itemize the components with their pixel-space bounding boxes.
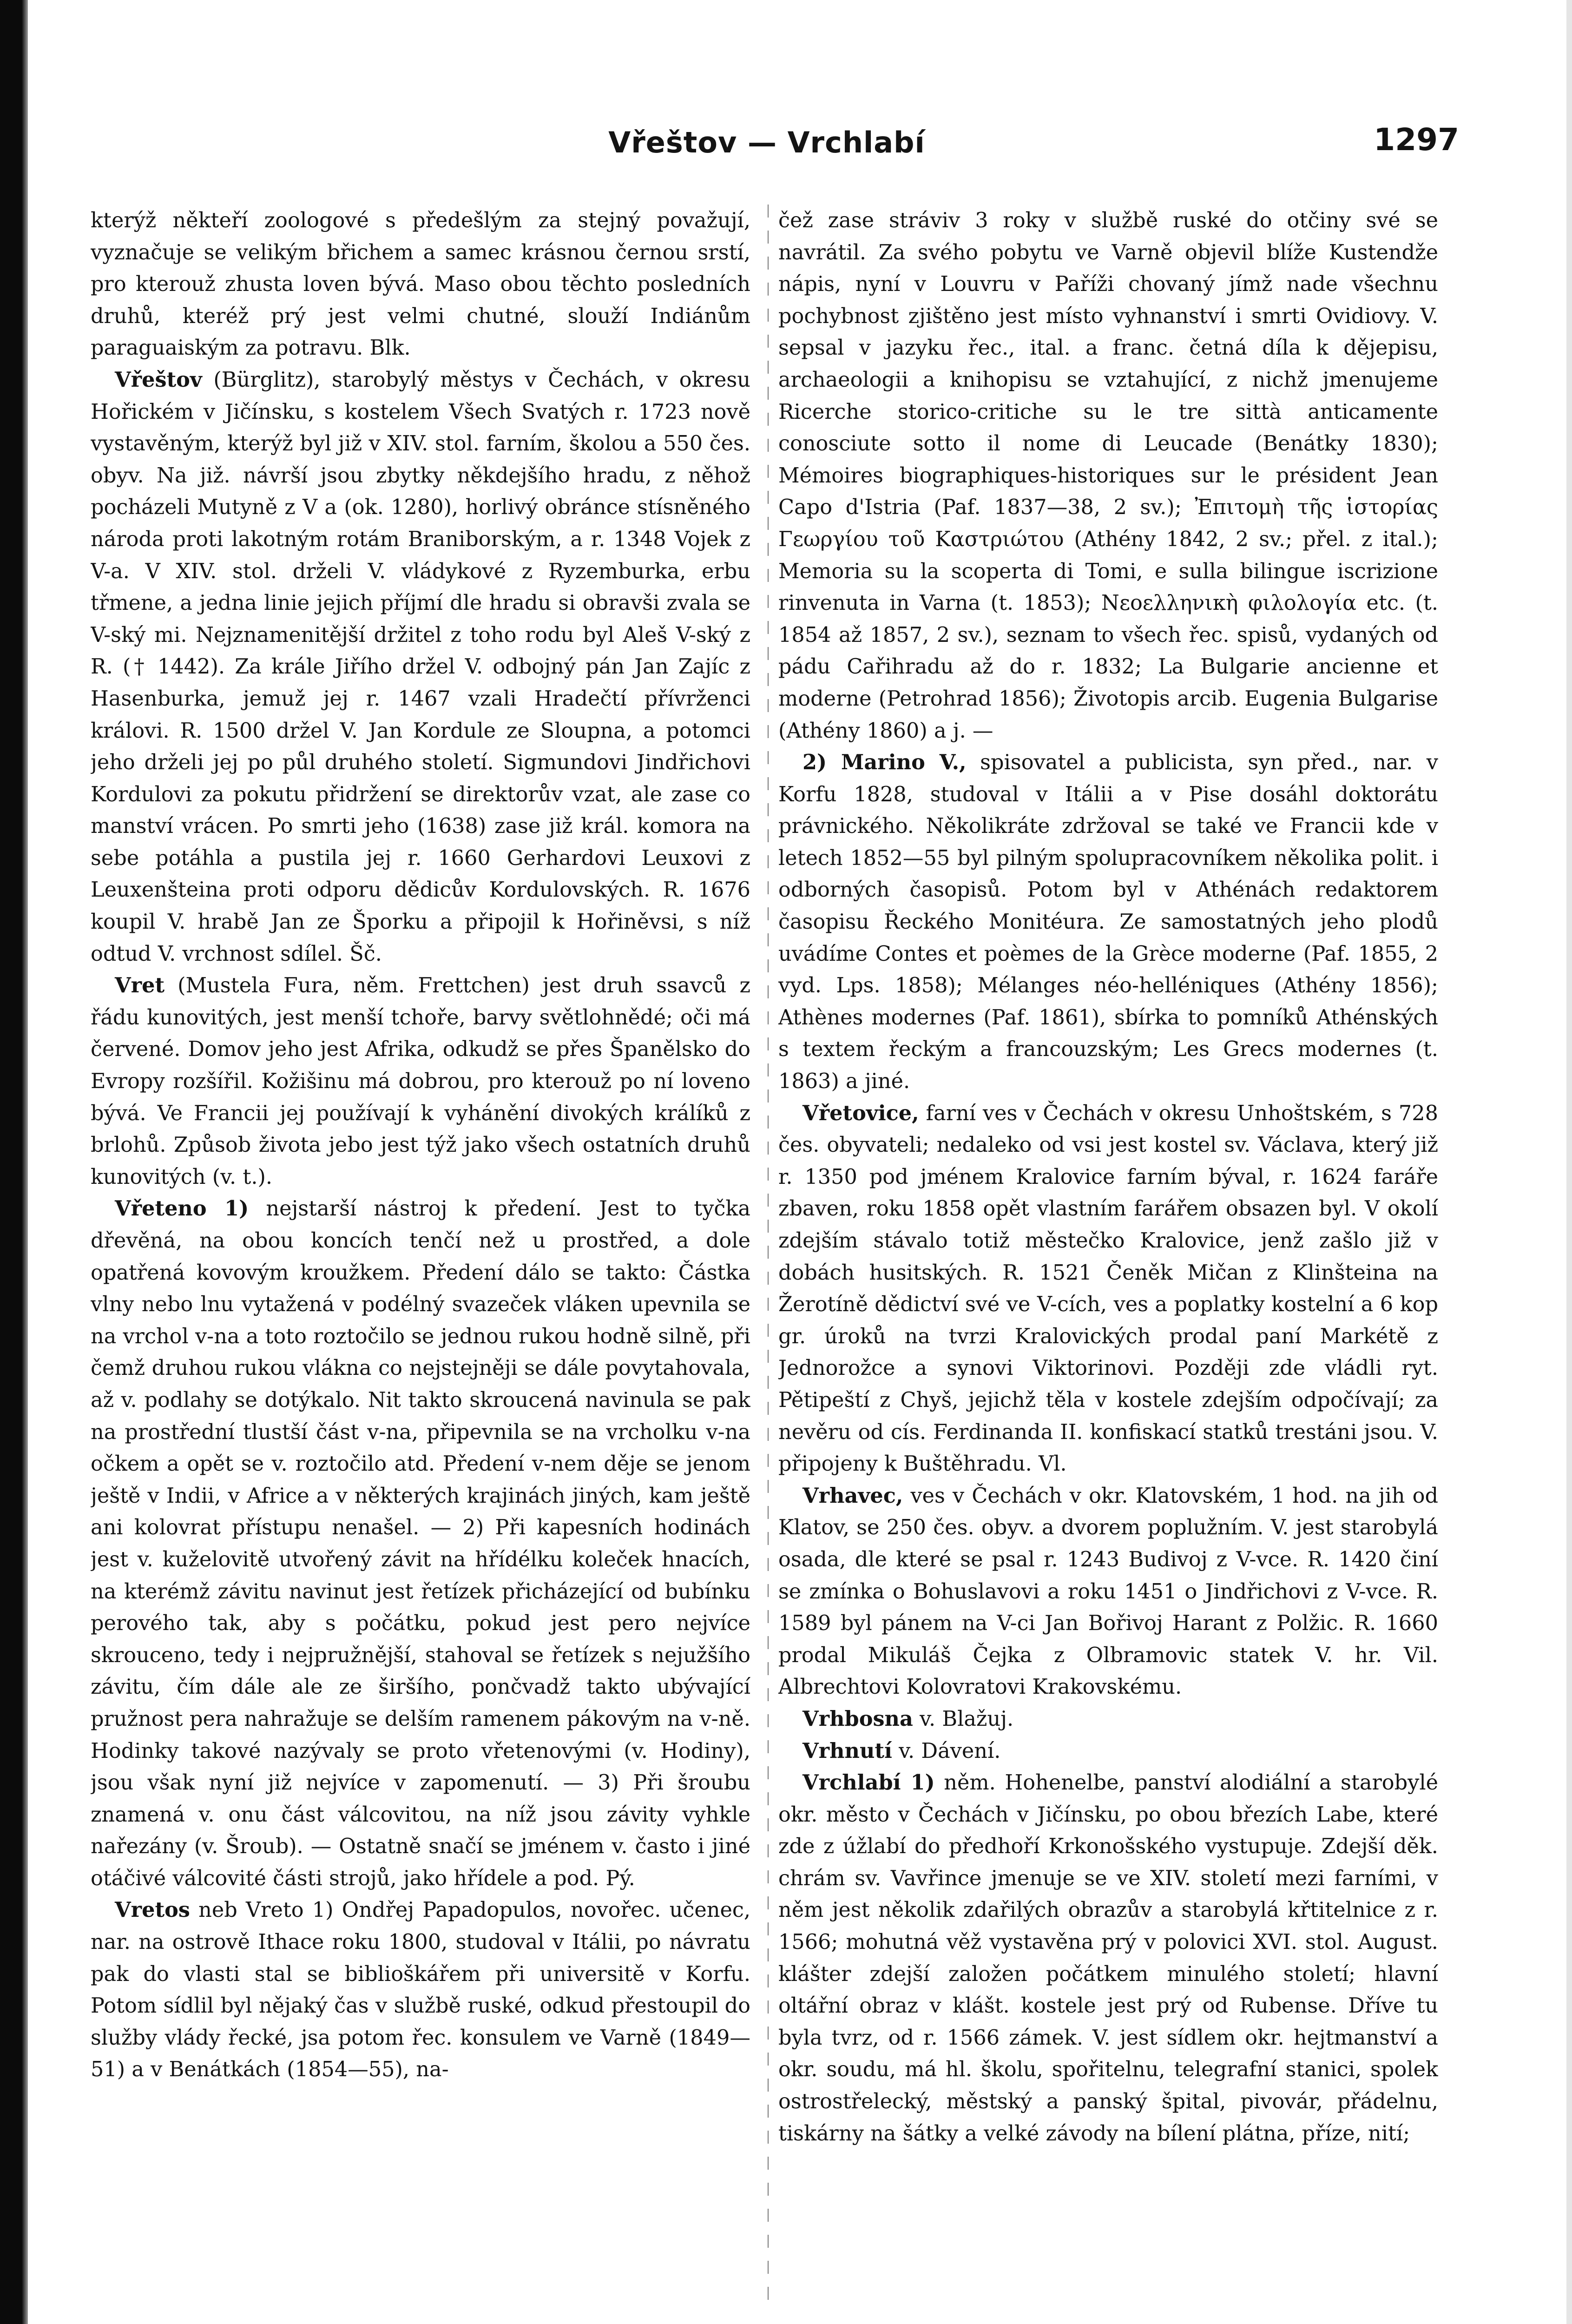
entry-text: neb Vreto 1) Ondřej Papadopulos, novořec. učenec, nar. na ostrově Ithace roku 1800, studoval v Itálii, po návratu pak do vlasti stal se biblioškářem při universitě v Korfu. Potom sídlil byl nějaký čas v službě ruské, odkud přestoupil do služby vlády řecké, jsa potom řec. konsulem ve Varně (1849—51) a v Benátkách (1854—55), na- bbox=[91, 1898, 750, 2082]
page-title: Vřeštov — Vrchlabí bbox=[608, 125, 925, 159]
entry-headword: Vrhnutí bbox=[802, 1738, 892, 1763]
encyclopedia-entry bbox=[91, 205, 750, 364]
entry-headword: Vřeštov bbox=[115, 367, 202, 392]
encyclopedia-entry bbox=[91, 970, 750, 1193]
encyclopedia-entry bbox=[778, 1767, 1438, 2149]
entry-text: farní ves v Čechách v okresu Unhoštském, s 728 čes. obyvateli; nedaleko od vsi jest kostel sv. Václava, který již r. 1350 pod jménem Kralovice farním býval, r. 1624 faráře zbaven, roku 1858 opět vlastním farářem obsazen byl. V okolí zdejším stávalo totiž městečko Kralovice, jenž zašlo již v dobách husitských. R. 1521 Čeněk Mičan z Klinšteina na Žerotíně dědictví své ve V-cích, ves a poplatky kostelní a 6 kop gr. úroků na tvrzi Kralovických prodal paní Markétě z Jednorožce a synovi Viktorinovi. Později zde vládli ryt. Pětipeští z Chyš, jejichž těla v kostele zdejším odpočívají; za nevěru od cís. Ferdinanda II. konfiskací statků trestáni jsou. V. připojeny k Buštěhradu. Vl. bbox=[778, 1101, 1438, 1476]
entry-text: (Mustela Fura, něm. Frettchen) jest druh ssavců z řádu kunovitých, jest menší tchoře, barvy světlohnědé; oči má červené. Domov jeho jest Afrika, odkudž se přes Španělsko do Evropy rozšířil. Kožišinu má dobrou, pro kterouž po ní loveno bývá. Ve Francii jej používají k vyhánění divokých králíků z brlohů. Způsob života jebo jest týž jako všech ostatních druhů kunovitých (v. t.). bbox=[91, 973, 750, 1189]
entry-headword: Vrhavec, bbox=[802, 1483, 903, 1508]
entry-text: něm. Hohenelbe, panství alodiální a starobylé okr. město v Čechách v Jičínsku, po obou březích Labe, které zde z úžlabí do předhoří Krkonošského vystupuje. Zdejší děk. chrám sv. Vavřince jmenuje se ve XIV. století mezi farními, v něm jest několik zdařilých obrazův a starobylá křtitelnice z r. 1566; mohutná věž vystavěna prý v polovici XVI. stol. August. klášter zdejší založen počátkem minulého století; hlavní oltářní obraz v klášt. kostele jest prý od Rubense. Dříve tu byla tvrz, od r. 1566 zámek. V. jest sídlem okr. hejtmanství a okr. soudu, má hl. školu, spořitelnu, telegrafní stanici, spolek ostrostřelecký, městský a panský špital, pivovár, přádelnu, tiskárny na šátky a velké závody na bílení plátna, příze, nití; bbox=[778, 1770, 1438, 2146]
column-divider bbox=[768, 205, 769, 2305]
encyclopedia-entry bbox=[91, 1193, 750, 1894]
entry-headword: 2) Marino V., bbox=[802, 750, 967, 775]
entry-text: spisovatel a publicista, syn před., nar. v Korfu 1828, studoval v Itálii a v Pise dosáhl doktorátu právnického. Několikráte zdržoval se také ve Francii kde v letech 1852—55 byl pilným spolupracovníkem několika polit. i odborných časopisů. Potom byl v Athénách redaktorem časopisu Řeckého Monitéura. Ze samostatných jeho plodů uvádíme Contes et poèmes de la Grèce moderne (Paf. 1855, 2 vyd. Lps. 1858); Mélanges néo-helléniques (Athény 1856); Athènes modernes (Paf. 1861), sbírka to pomníků Athénských s textem řeckým a francouzským; Les Grecs modernes (t. 1863) a jiné. bbox=[778, 750, 1438, 1094]
entry-text: v. Dávení. bbox=[899, 1738, 1001, 1763]
entry-text: kterýž někteří zoologové s předešlým za stejný považují, vyznačuje se velikým břichem a samec krásnou černou srstí, pro kterouž zhusta loven bývá. Maso obou těchto posledních druhů, kteréž prý jest velmi chutné, slouží Indiánům paraguaiským za potravu. Blk. bbox=[91, 208, 750, 360]
entry-headword: Vret bbox=[115, 973, 165, 998]
encyclopedia-entry bbox=[91, 1894, 750, 2086]
entry-headword: Vrhbosna bbox=[802, 1706, 913, 1731]
entry-text: v. Blažuj. bbox=[920, 1706, 1014, 1731]
entry-headword: Vrchlabí 1) bbox=[802, 1770, 935, 1795]
encyclopedia-entry bbox=[778, 1703, 1438, 1735]
encyclopedia-entry bbox=[778, 205, 1438, 746]
encyclopedia-entry bbox=[778, 1735, 1438, 1767]
encyclopedia-entry bbox=[778, 1097, 1438, 1480]
scan-light-edge bbox=[1566, 0, 1572, 2324]
entry-headword: Vretos bbox=[115, 1897, 190, 1922]
encyclopedia-entry bbox=[778, 746, 1438, 1097]
entry-text: ves v Čechách v okr. Klatovském, 1 hod. na jih od Klatov, se 250 čes. obyv. a dvorem poplužním. V. jest starobylá osada, dle které se psal r. 1243 Budivoj z V-vce. R. 1420 činí se zmínka o Bohuslavovi a roku 1451 o Jindřichovi z V-vce. R. 1589 byl pánem na V-ci Jan Bořivoj Harant z Polžic. R. 1660 prodal Mikuláš Čejka z Olbramovic statek V. hr. Vil. Albrechtovi Kolovratovi Krakovskému. bbox=[778, 1483, 1438, 1699]
entry-text: nejstarší nástroj k předení. Jest to tyčka dřevěná, na obou koncích tenčí než u prostřed, a dole opatřená kovovým kroužkem. Předení dálo se takto: Částka vlny nebo lnu vytažená v podélný svazeček vláken upevnila se na vrchol v-na a toto roztočilo se jednou rukou hodně silně, při čemž druhou rukou vlákna co nejstejněji se dále povytahovala, až v. podlahy se dotýkalo. Nit takto skroucená navinula se pak na prostřední tlustší část v-na, připevnila se na vrcholku v-na očkem a opět se v. roztočilo atd. Předení v-nem děje se jenom ještě v Indii, v Africe a v některých krajinách jiných, kam ještě ani kolovrat přístupu nenašel. — 2) Při kapesních hodinách jest v. kuželovitě utvořený závit na hřídélku koleček hnacích, na kterémž závitu navinut jest řetízek přicházející od bubínku perového tak, aby s počátku, pokud jest pero nejvíce skrouceno, tedy i nejpružnější, stahoval se řetízek s nejužšího závitu, čím dále ale ze širšího, pončvadž takto ubývající pružnost pera nahražuje se delším ramenem pákovým na v-ně. Hodinky takové nazývaly se proto vřetenovými (v. Hodiny), jsou však nyní již nejvíce v zapomenutí. — 3) Při šroubu znamená v. onu část válcovitou, na níž jsou závity vyhkle nařezány (v. Šroub). — Ostatně snačí se jménem v. často i jiné otáčivé válcovité části strojů, jako hřídele a pod. Pý. bbox=[91, 1196, 750, 1890]
entry-headword: Vřetovice, bbox=[802, 1100, 919, 1125]
right-column bbox=[778, 205, 1438, 2305]
encyclopedia-entry bbox=[91, 364, 750, 970]
entry-text: čež zase stráviv 3 roky v službě ruské do otčiny své se navrátil. Za svého pobytu ve Varně objevil blíže Kustendže nápis, nyní v Louvru v Paříži chovaný jímž nade všechnu pochybnost zjištěno jest místo vyhnanství i smrti Ovidiovy. V. sepsal v jazyku řec., ital. a franc. četná díla k dějepisu, archaeologii a knihopisu se vztahující, z nichž jmenujeme Ricerche storico-critiche su le tre sittà anticamente conosciute sotto il nome di Leucade (Benátky 1830); Mémoires biographiques-historiques sur le président Jean Capo d'Istria (Paf. 1837—38, 2 sv.); Ἐπιτομὴ τῆς ἱστορίας Γεωργίου τοῦ Καστριώτου (Athény 1842, 2 sv.; přel. z ital.); Memoria su la scoperta di Tomi, e sulla bilingue iscrizione rinvenuta in Varna (t. 1853); Νεοελληνικὴ φιλολογία etc. (t. 1854 až 1857, 2 sv.), seznam to všech řec. spisů, vydaných od pádu Cařihradu až do r. 1832; La Bulgarie ancienne et moderne (Petrohrad 1856); Životopis arcib. Eugenia Bulgarise (Athény 1860) a j. — bbox=[778, 208, 1438, 743]
entry-text: (Bürglitz), starobylý městys v Čechách, v okresu Hořickém v Jičínsku, s kostelem Všech Svatých r. 1723 nově vystavěným, kterýž byl již v XIV. stol. farním, školou a 550 čes. obyv. Na již. návrší jsou zbytky někdejšího hradu, z něhož pocházeli Mutyně z V a (ok. 1280), horlivý obránce stísněného národa proti lakotným rotám Braniborským, a r. 1348 Vojek z V-a. V XIV. stol. drželi V. vládykové z Ryzemburka, erbu třmene, a jedna linie jejich příjmí dle hradu si obravši zvala se V-ský mi. Nejznamenitější držitel z toho rodu byl Aleš V-ský z R. († 1442). Za krále Jiřího držel V. odbojný pán Jan Zajíc z Hasenburka, jemuž jej r. 1467 vzali Hradečtí přívrženci královi. R. 1500 držel V. Jan Kordule ze Sloupna, a potomci jeho drželi jej po půl druhého století. Sigmundovi Jindřichovi Kordulovi za pokutu přidržení se direktorův vzat, ale zase co manství vrácen. Po smrti jeho (1638) zase již král. komora na sebe potáhla a pustila jej r. 1660 Gerhardovi Leuxovi z Leuxenšteina proti odporu dědicův Kordulovských. R. 1676 koupil V. hrabě Jan ze Šporku a připojil k Hořiněvsi, s níž odtud V. vrchnost sdílel. Šč. bbox=[91, 367, 750, 966]
entry-headword: Vřeteno 1) bbox=[115, 1196, 249, 1221]
encyclopedia-entry bbox=[778, 1480, 1438, 1703]
left-column bbox=[91, 205, 750, 2305]
scan-dark-edge bbox=[0, 0, 28, 2324]
page-number: 1297 bbox=[1374, 122, 1459, 158]
